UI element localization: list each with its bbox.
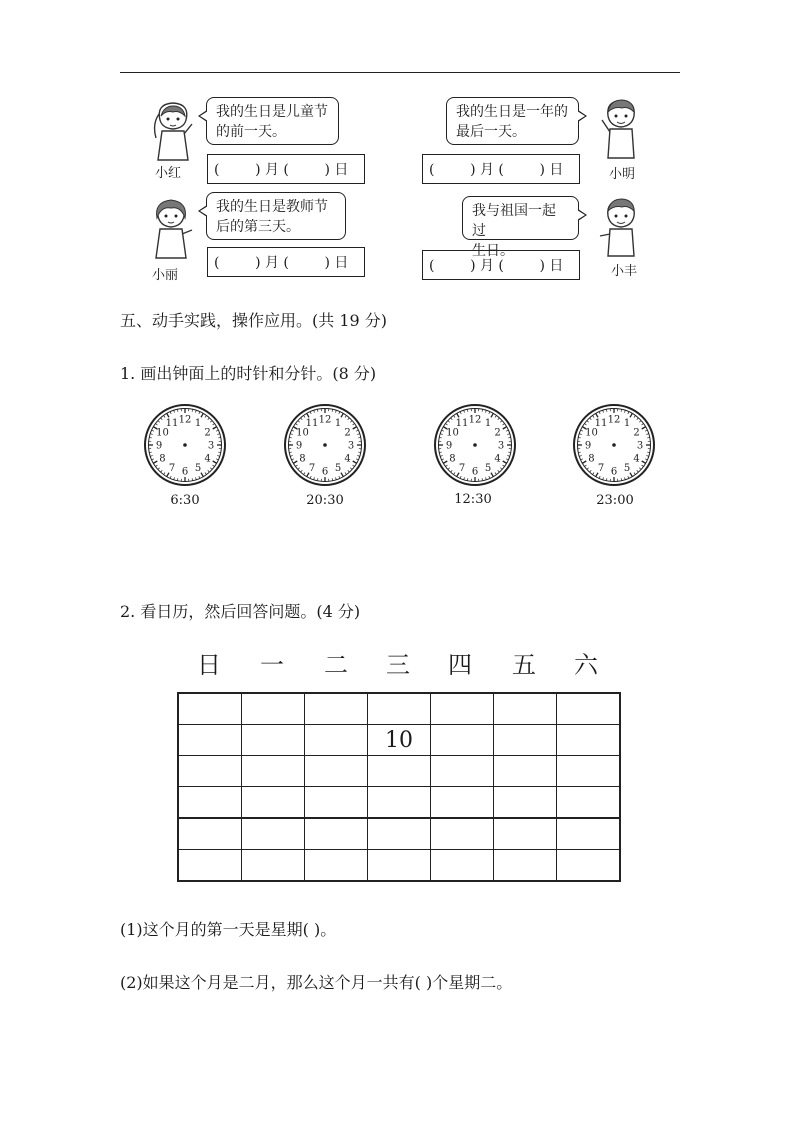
weekday-sun: 日: [197, 651, 221, 679]
xiaofeng-speech-bubble: [462, 196, 579, 259]
calendar-cell[interactable]: [494, 693, 557, 725]
q2-sub2: (2)如果这个月是二月，那么这个月一共有( )个星期二。: [120, 973, 513, 992]
clock-number: 7: [308, 463, 316, 475]
calendar-row: [178, 850, 620, 882]
calendar-grid: [177, 692, 621, 882]
clock-number: 10: [296, 427, 309, 439]
calendar-cell[interactable]: [242, 850, 305, 882]
clock-number: 3: [497, 440, 505, 452]
calendar-cell[interactable]: [178, 693, 242, 725]
calendar-cell[interactable]: [368, 756, 431, 787]
calendar-cell[interactable]: [431, 850, 494, 882]
xiaoli-name: 小丽: [152, 268, 179, 283]
clock-number: 9: [584, 440, 592, 452]
calendar-cell[interactable]: [305, 818, 368, 850]
calendar-row: [178, 756, 620, 787]
q1-title: 1. 画出钟面上的时针和分针。(8 分): [120, 364, 377, 383]
top-rule: [120, 72, 680, 73]
xiaoming-speech-line2: 最后一天。: [456, 124, 526, 140]
xiaohong-answer-box[interactable]: ( ) 月 ( ) 日: [207, 154, 365, 184]
calendar-cell[interactable]: [494, 787, 557, 819]
xiaohong-speech-line2: 的前一天。: [216, 124, 286, 140]
calendar-cell[interactable]: [368, 850, 431, 882]
calendar-cell[interactable]: [557, 818, 621, 850]
xiaoli-speech-bubble: [206, 192, 346, 240]
xiaoli-speech-line2: 后的第三天。: [216, 219, 300, 235]
clock-center-dot: [473, 443, 477, 447]
xiaofeng-answer-box[interactable]: ( ) 月 ( ) 日: [422, 250, 580, 280]
weekday-wed: 三: [386, 651, 410, 679]
girl-xiaoli-illustration: [148, 196, 194, 264]
calendar-cell[interactable]: [368, 693, 431, 725]
calendar-row: [178, 693, 620, 725]
calendar-row: [178, 725, 620, 756]
calendar-cell[interactable]: [431, 725, 494, 756]
calendar-cell[interactable]: [431, 787, 494, 819]
clock-number: 9: [445, 440, 453, 452]
clock-face-4[interactable]: [572, 403, 656, 487]
calendar-cell[interactable]: [178, 756, 242, 787]
calendar-cell[interactable]: [242, 693, 305, 725]
clock-number: 6: [471, 466, 479, 478]
clock-number: 7: [597, 463, 605, 475]
calendar-cell[interactable]: [178, 725, 242, 756]
clock-number: 11: [165, 417, 179, 429]
clock-number: 12: [318, 414, 332, 426]
clock-number: 3: [207, 440, 215, 452]
clock-number: 8: [159, 453, 166, 465]
clock-number: 2: [204, 427, 211, 439]
clock-label-4: 23:00: [596, 493, 634, 508]
xiaoli-answer-box[interactable]: ( ) 月 ( ) 日: [207, 247, 365, 277]
calendar-cell[interactable]: [557, 725, 621, 756]
clock-number: 5: [334, 463, 342, 475]
calendar-cell[interactable]: [557, 756, 621, 787]
calendar-cell[interactable]: [557, 693, 621, 725]
clock-number: 1: [194, 417, 202, 429]
calendar-cell[interactable]: [242, 818, 305, 850]
clock-number: 6: [181, 466, 189, 478]
clock-number: 1: [623, 417, 631, 429]
clock-number: 6: [321, 466, 329, 478]
calendar-cell[interactable]: [305, 756, 368, 787]
calendar-cell[interactable]: [305, 787, 368, 819]
calendar-cell[interactable]: [305, 850, 368, 882]
calendar-cell[interactable]: [494, 818, 557, 850]
calendar-cell[interactable]: [178, 787, 242, 819]
calendar-cell[interactable]: [494, 725, 557, 756]
clock-number: 10: [585, 427, 598, 439]
calendar-row: [178, 787, 620, 819]
calendar-cell[interactable]: [305, 693, 368, 725]
clock-number: 4: [494, 453, 501, 465]
section5-title: 五、动手实践，操作应用。(共 19 分): [120, 311, 388, 330]
clock-number: 7: [168, 463, 176, 475]
clock-number: 4: [204, 453, 211, 465]
clock-number: 10: [156, 427, 169, 439]
clock-number: 11: [455, 417, 469, 429]
clock-number: 12: [468, 414, 482, 426]
clock-number: 8: [588, 453, 595, 465]
calendar-row: [178, 818, 620, 850]
clock-center-dot: [612, 443, 616, 447]
calendar-cell[interactable]: [178, 818, 242, 850]
clock-center-dot: [183, 443, 187, 447]
xiaohong-speech-line1: 我的生日是儿童节: [216, 104, 328, 120]
clock-face-1[interactable]: [143, 403, 227, 487]
calendar-cell[interactable]: [368, 818, 431, 850]
calendar-cell[interactable]: [242, 756, 305, 787]
xiaoming-speech-line1: 我的生日是一年的: [456, 104, 568, 120]
xiaofeng-name: 小丰: [611, 264, 638, 279]
xiaoli-speech-line1: 我的生日是教师节: [216, 199, 328, 215]
clock-number: 2: [494, 427, 501, 439]
xiaohong-speech-bubble: [206, 97, 339, 145]
clock-face-3[interactable]: [433, 403, 517, 487]
clock-number: 5: [623, 463, 631, 475]
clock-number: 2: [633, 427, 640, 439]
calendar-cell-given-date: 10: [368, 725, 431, 756]
clock-number: 6: [610, 466, 618, 478]
q2-sub1: (1)这个月的第一天是星期( )。: [120, 920, 337, 939]
xiaoming-name: 小明: [609, 167, 636, 182]
clock-number: 8: [299, 453, 306, 465]
girl-xiaohong-illustration: [150, 98, 196, 166]
clock-number: 8: [449, 453, 456, 465]
xiaoming-speech-bubble: [446, 97, 579, 145]
clock-number: 11: [305, 417, 319, 429]
weekday-tue: 二: [324, 651, 348, 679]
calendar-cell[interactable]: [557, 787, 621, 819]
clock-face-2[interactable]: [283, 403, 367, 487]
weekday-fri: 五: [512, 651, 536, 679]
xiaofeng-speech-line1: 我与祖国一起过: [472, 203, 556, 239]
clock-number: 5: [484, 463, 492, 475]
clock-label-3: 12:30: [454, 492, 492, 507]
weekday-mon: 一: [260, 651, 284, 679]
clock-number: 3: [347, 440, 355, 452]
calendar-cell[interactable]: [178, 850, 242, 882]
calendar-cell[interactable]: [494, 756, 557, 787]
clock-label-2: 20:30: [306, 493, 344, 508]
calendar-cell[interactable]: [431, 818, 494, 850]
calendar-cell[interactable]: [431, 693, 494, 725]
clock-number: 1: [484, 417, 492, 429]
clock-number: 5: [194, 463, 202, 475]
clock-number: 12: [178, 414, 192, 426]
calendar-cell[interactable]: [494, 850, 557, 882]
clock-label-1: 6:30: [170, 493, 200, 508]
xiaofeng-speech-line2: 生日。: [472, 243, 514, 259]
clock-number: 2: [344, 427, 351, 439]
calendar-cell[interactable]: [557, 850, 621, 882]
clock-number: 9: [155, 440, 163, 452]
clock-number: 3: [636, 440, 644, 452]
boy-xiaoming-illustration: [598, 96, 644, 164]
clock-center-dot: [323, 443, 327, 447]
clock-number: 4: [344, 453, 351, 465]
calendar-cell[interactable]: [368, 787, 431, 819]
calendar-cell[interactable]: [305, 725, 368, 756]
clock-number: 1: [334, 417, 342, 429]
xiaohong-name: 小红: [155, 166, 182, 181]
clock-number: 9: [295, 440, 303, 452]
clock-number: 4: [633, 453, 640, 465]
clock-number: 11: [594, 417, 608, 429]
clock-number: 12: [607, 414, 621, 426]
clock-number: 7: [458, 463, 466, 475]
weekday-thu: 四: [448, 651, 472, 679]
clock-number: 10: [446, 427, 459, 439]
q2-title: 2. 看日历，然后回答问题。(4 分): [120, 602, 361, 621]
calendar-cell[interactable]: [242, 787, 305, 819]
calendar-cell[interactable]: [431, 756, 494, 787]
boy-xiaofeng-illustration: [598, 196, 644, 262]
weekday-sat: 六: [574, 651, 598, 679]
xiaoming-answer-box[interactable]: ( ) 月 ( ) 日: [422, 154, 580, 184]
calendar-cell[interactable]: [242, 725, 305, 756]
